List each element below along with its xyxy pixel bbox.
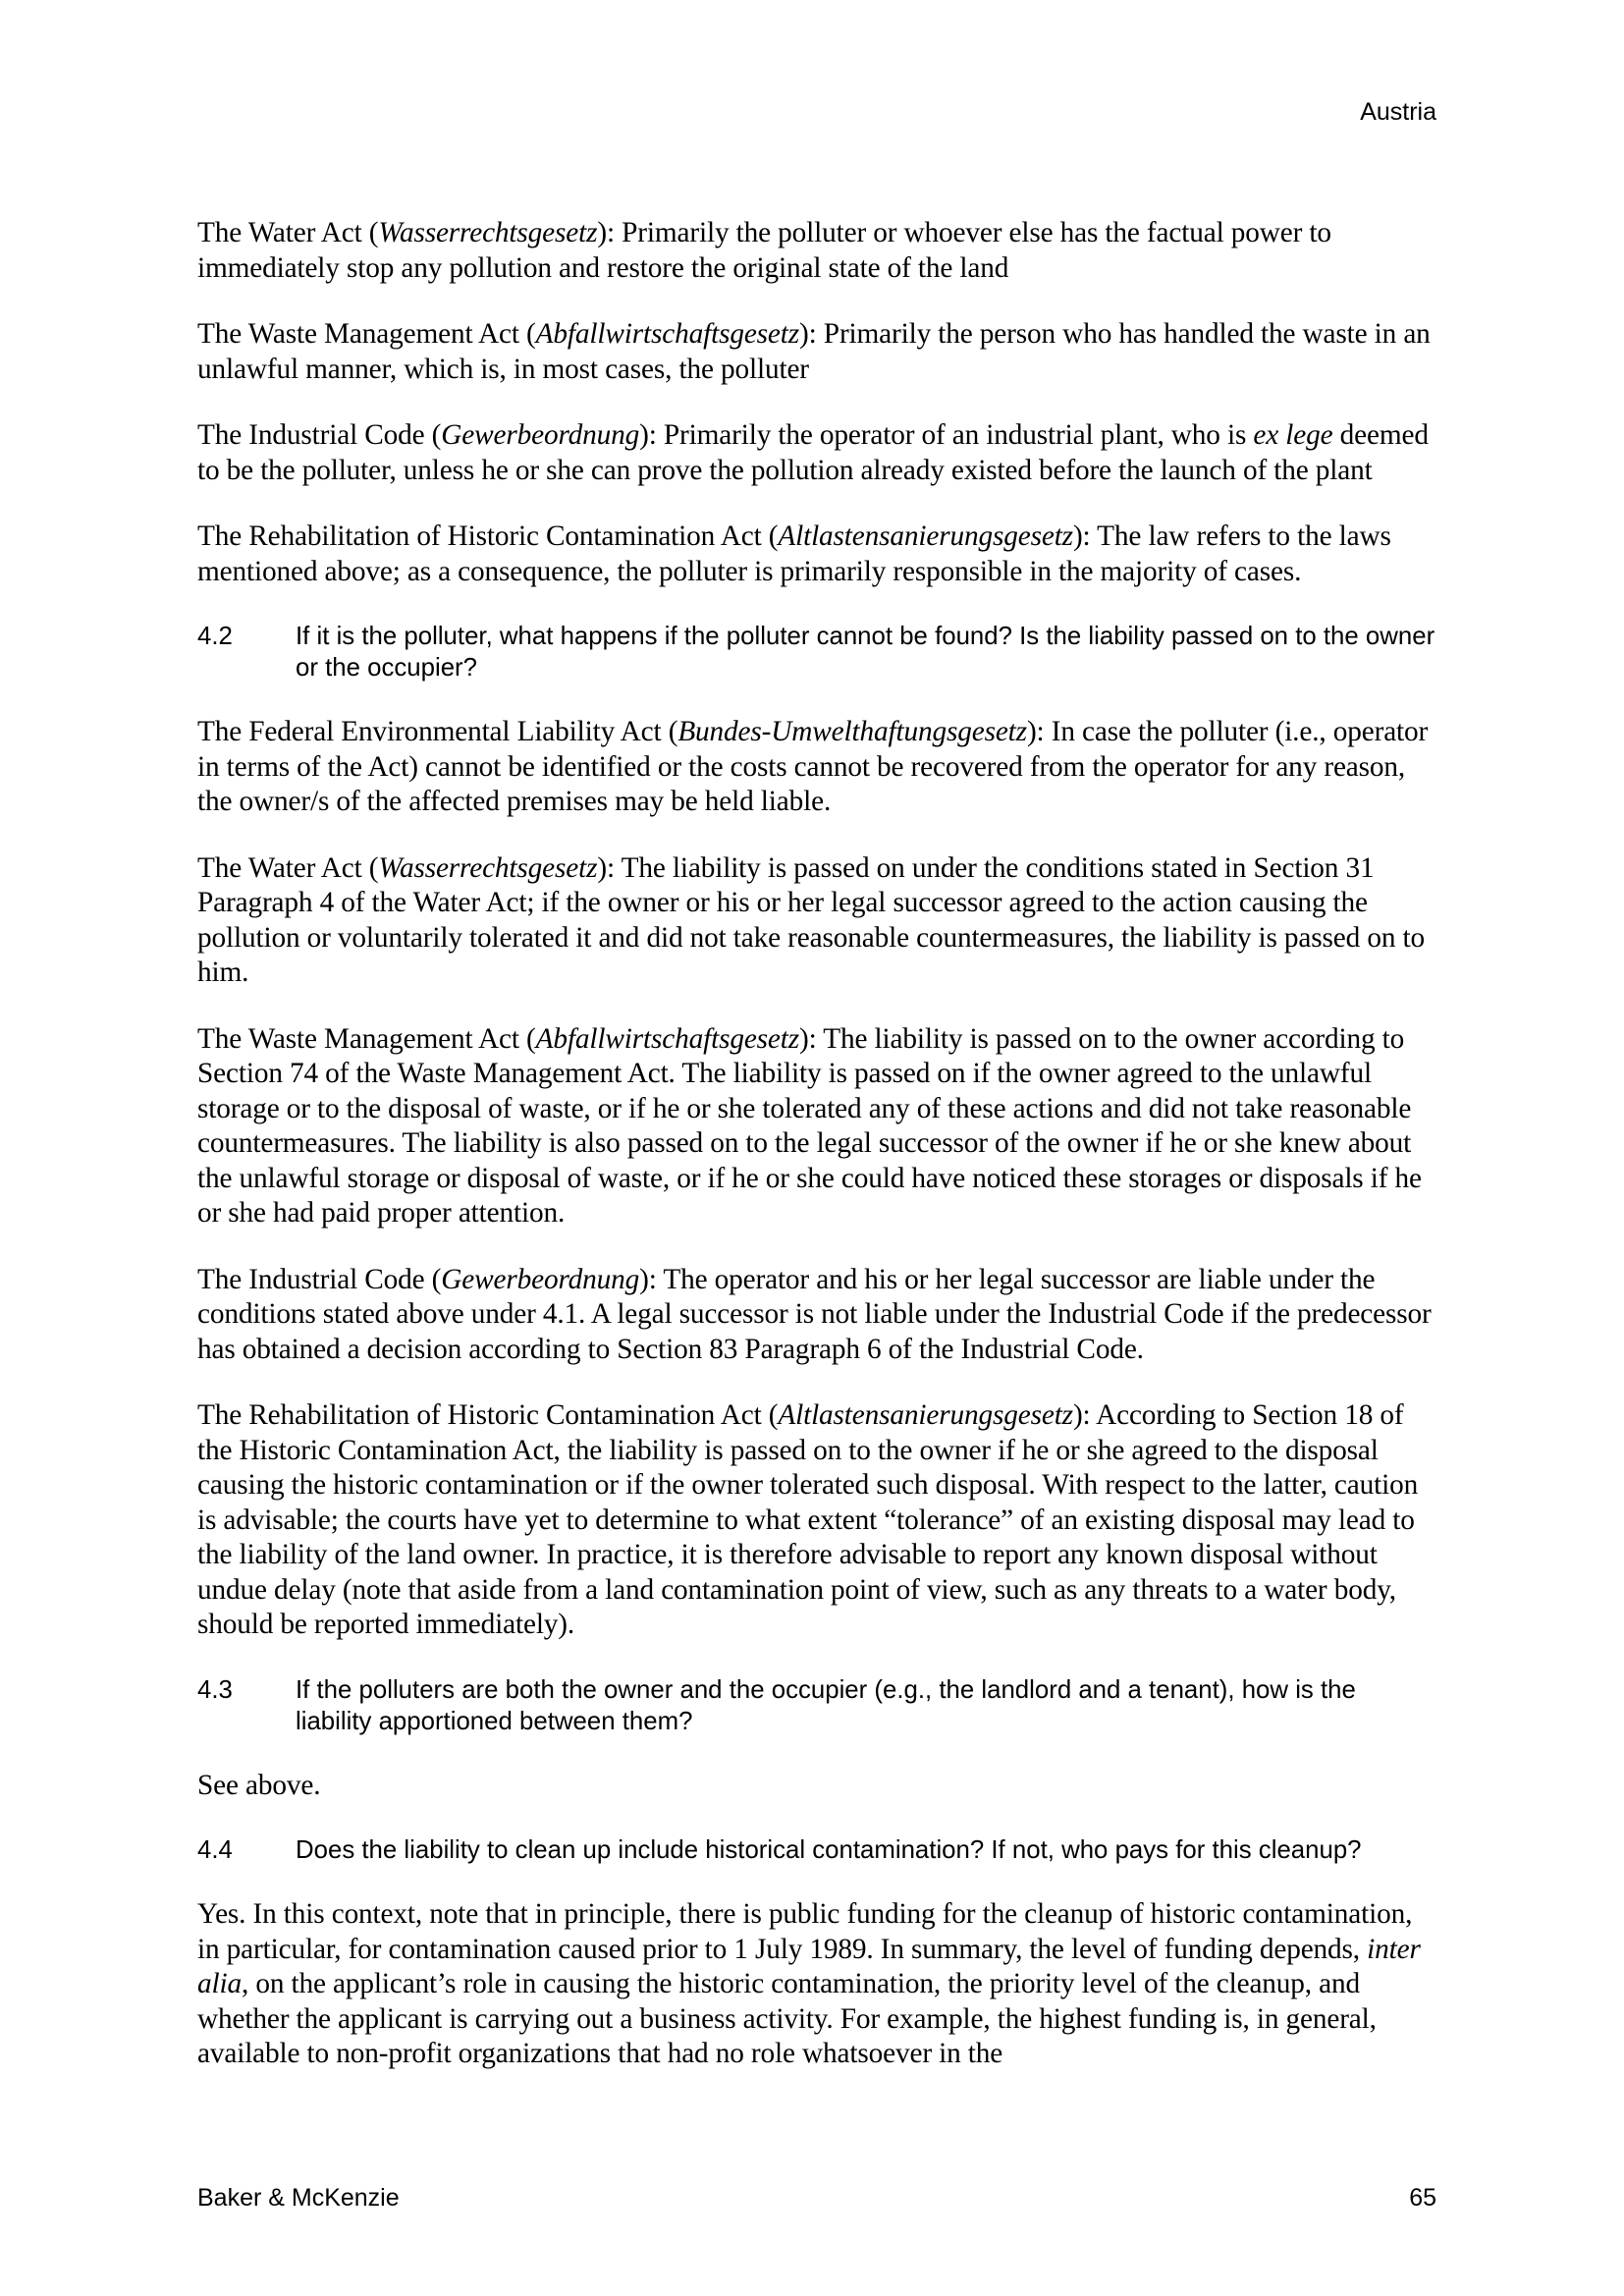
- question-text: Does the liability to clean up include historical contamination? If not, who pays for this cleanup?: [296, 1836, 1362, 1864]
- paragraph-text: deemed to be the polluter, unless he or she can prove the pollution already existed before the launch of the plant: [197, 419, 1429, 486]
- body-paragraph: [197, 317, 1436, 387]
- question-text: If it is the polluter, what happens if the polluter cannot be found? Is the liability passed on to the owner or the occupier?: [296, 623, 1435, 682]
- paragraph-text: ): The liability is passed on to the owner according to Section 74 of the Waste Management Act. The liability is passed on if the owner agreed to the unlawful storage or to the disposal of waste, or if he or she tolerated any of these actions and did not take reasonable countermeasures. The liability is also passed on to the legal successor of the owner if he or she knew about the unlawful storage or disposal of waste, or if he or she could have noticed these storages or disposals if he or she had paid proper attention.: [197, 1022, 1422, 1229]
- italic-term: Altlastensanierungsgesetz: [778, 520, 1073, 552]
- italic-term: Wasserrechtsgesetz: [378, 217, 598, 248]
- italic-term: ex lege: [1253, 419, 1333, 451]
- italic-term: Wasserrechtsgesetz: [378, 851, 598, 884]
- italic-term: Altlastensanierungsgesetz: [778, 1399, 1073, 1431]
- italic-term: inter alia: [197, 1933, 1421, 1999]
- paragraph-text: ): The law refers to the laws mentioned above; as a consequence, the polluter is primarily responsible in the majority of cases.: [197, 520, 1391, 587]
- italic-term: Abfallwirtschaftsgesetz: [535, 318, 800, 350]
- body-paragraph: [197, 1897, 1436, 2072]
- paragraph-text: The Rehabilitation of Historic Contamination Act (: [197, 1399, 779, 1431]
- footer-page-number: 65: [1409, 2184, 1436, 2212]
- paragraph-text: The Waste Management Act (: [197, 318, 536, 350]
- paragraph-text: The Industrial Code (: [197, 419, 442, 451]
- body-paragraph: [197, 1022, 1436, 1231]
- body-paragraph: [197, 715, 1436, 820]
- body-paragraph: [197, 519, 1436, 589]
- paragraph-text: Yes. In this context, note that in principle, there is public funding for the cleanup of historic contamination, in particular, for contamination caused prior to 1 July 1989. In summary, the level of funding depends,: [197, 1898, 1413, 1965]
- question-number: 4.4: [197, 1836, 233, 1864]
- question-text: If the polluters are both the owner and the occupier (e.g., the landlord and a tenant), how is the liability apportioned between them?: [296, 1675, 1356, 1735]
- body-paragraph: [197, 216, 1436, 286]
- paragraph-text: ): The liability is passed on under the conditions stated in Section 31 Paragraph 4 of the Water Act; if the owner or his or her legal successor agreed to the action causing the pollution or voluntarily tolerated it and did not take reasonable countermeasures, the liability is passed on to him.: [197, 851, 1425, 988]
- footer-firm-name: Baker & McKenzie: [197, 2184, 400, 2212]
- paragraph-text: ): Primarily the operator of an industrial plant, who is: [639, 419, 1254, 451]
- body-paragraph: [197, 851, 1436, 991]
- question-heading: [197, 1674, 1436, 1737]
- paragraph-text: ): The operator and his or her legal successor are liable under the conditions stated above under 4.1. A legal successor is not liable under the Industrial Code if the predecessor has obtained a decision according to Section 83 Paragraph 6 of the Industrial Code.: [197, 1263, 1432, 1365]
- paragraph-text: ): Primarily the person who has handled the waste in an unlawful manner, which is, in most cases, the polluter: [197, 318, 1431, 385]
- paragraph-text: The Water Act (: [197, 851, 379, 884]
- paragraph-text: ): Primarily the polluter or whoever else has the factual power to immediately stop any pollution and restore the original state of the land: [197, 217, 1331, 284]
- italic-term: Abfallwirtschaftsgesetz: [535, 1022, 800, 1055]
- paragraph-text: The Waste Management Act (: [197, 1022, 536, 1055]
- body-paragraph: [197, 1263, 1436, 1368]
- question-number: 4.3: [197, 1675, 233, 1704]
- paragraph-text: The Rehabilitation of Historic Contamination Act (: [197, 520, 779, 552]
- question-heading: [197, 621, 1436, 683]
- paragraph-text: See above.: [197, 1769, 321, 1801]
- body-paragraph: [197, 1398, 1436, 1643]
- body-paragraph: [197, 418, 1436, 488]
- italic-term: Gewerbeordnung: [441, 1263, 640, 1295]
- body-paragraph: [197, 1769, 1436, 1804]
- running-header-country: Austria: [1360, 98, 1436, 126]
- page-body: [197, 216, 1436, 2104]
- paragraph-text: , on the applicant’s role in causing the historic contamination, the priority level of the cleanup, and whether the applicant is carrying out a business activity. For example, the highest funding is, in general, available to non-profit organizations that had no role whatsoever in the: [197, 1968, 1377, 2069]
- paragraph-text: ): In case the polluter (i.e., operator in terms of the Act) cannot be identified or the costs cannot be recovered from the operator for any reason, the owner/s of the affected premises may be held liable.: [197, 716, 1429, 817]
- paragraph-text: The Water Act (: [197, 217, 379, 248]
- italic-term: Bundes-Umwelthaftungsgesetz: [677, 716, 1027, 747]
- question-heading: [197, 1834, 1436, 1866]
- paragraph-text: The Federal Environmental Liability Act (: [197, 716, 678, 747]
- paragraph-text: ): According to Section 18 of the Historic Contamination Act, the liability is passed on to the owner if he or she agreed to the disposal causing the historic contamination or if the owner tolerated such disposal. With respect to the latter, caution is advisable; the courts have yet to determine to what extent “tolerance” of an existing disposal may lead to the liability of the land owner. In practice, it is therefore advisable to report any known disposal without undue delay (note that aside from a land contamination point of view, such as any threats to a water body, should be reported immediately).: [197, 1399, 1419, 1640]
- paragraph-text: The Industrial Code (: [197, 1263, 442, 1295]
- question-number: 4.2: [197, 623, 233, 650]
- italic-term: Gewerbeordnung: [441, 419, 640, 451]
